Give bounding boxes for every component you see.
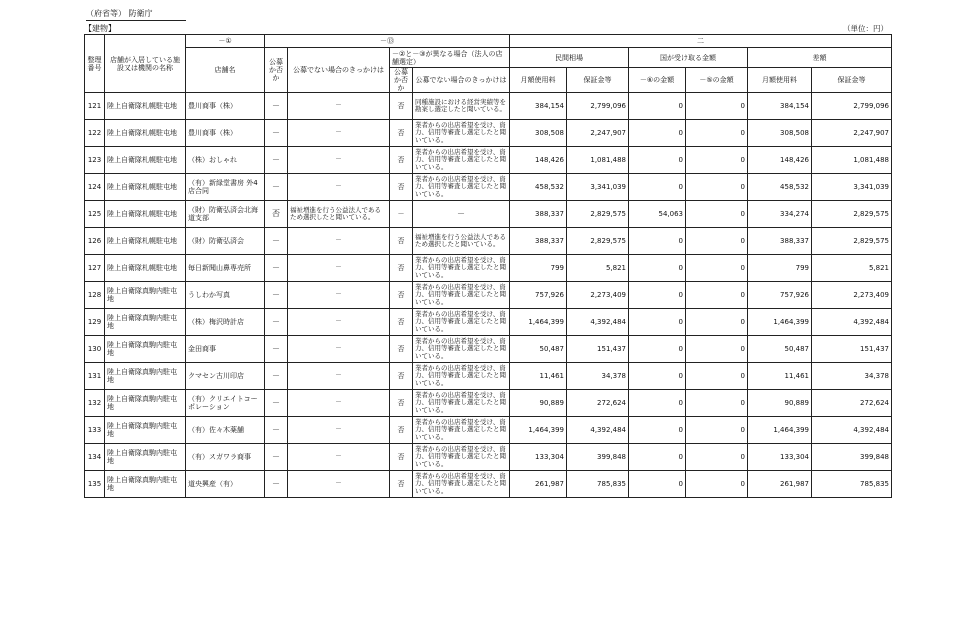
reg-no-cell: 133 — [85, 417, 105, 444]
diff-monthly-cell: 50,487 — [748, 336, 812, 363]
amount-6-cell: 0 — [629, 282, 686, 309]
open-bid-2-cell: 否 — [390, 174, 413, 201]
header-monthly-fee: 月額使用料 — [510, 68, 567, 93]
reg-no-cell: 125 — [85, 201, 105, 228]
facility-cell: 陸上自衛隊真駒内駐屯地 — [105, 309, 186, 336]
open-bid-cell: － — [265, 93, 288, 120]
amount-6-cell: 0 — [629, 309, 686, 336]
amount-6-cell: 0 — [629, 336, 686, 363]
amount-5-cell: 0 — [686, 147, 748, 174]
reg-no-cell: 123 — [85, 147, 105, 174]
facility-cell: 陸上自衛隊札幌駐屯地 — [105, 93, 186, 120]
reg-no-cell: 132 — [85, 390, 105, 417]
non-open-reason-cell: － — [288, 174, 390, 201]
table-body — [85, 93, 892, 498]
deposit-cell: 5,821 — [567, 255, 629, 282]
reg-no-cell: 127 — [85, 255, 105, 282]
diff-deposit-cell: 2,247,907 — [812, 120, 892, 147]
amount-5-cell: 0 — [686, 228, 748, 255]
monthly-fee-cell: 388,337 — [510, 228, 567, 255]
diff-deposit-cell: 1,081,488 — [812, 147, 892, 174]
diff-monthly-cell: 458,532 — [748, 174, 812, 201]
open-bid-cell: － — [265, 147, 288, 174]
open-bid-2-cell: 否 — [390, 471, 413, 498]
non-open-reason-cell: － — [288, 471, 390, 498]
diff-deposit-cell: 399,848 — [812, 444, 892, 471]
header-store: 店舗名 — [186, 48, 265, 93]
unit-label: （単位：円） — [843, 24, 888, 33]
open-bid-2-cell: 否 — [390, 147, 413, 174]
non-open-reason-cell: － — [288, 336, 390, 363]
diff-deposit-cell: 2,799,096 — [812, 93, 892, 120]
amount-5-cell: 0 — [686, 444, 748, 471]
monthly-fee-cell: 261,987 — [510, 471, 567, 498]
monthly-fee-cell: 50,487 — [510, 336, 567, 363]
open-bid-cell: － — [265, 309, 288, 336]
diff-monthly-cell: 11,461 — [748, 363, 812, 390]
non-open-reason-cell: － — [288, 309, 390, 336]
reg-no-cell: 124 — [85, 174, 105, 201]
store-cell: クマセン古川印店 — [186, 363, 265, 390]
table-row — [85, 444, 892, 471]
non-open-reason-cell: － — [288, 147, 390, 174]
amount-5-cell: 0 — [686, 93, 748, 120]
header-sub-group-diff: －②と－③が異なる場合（法人の店舗選定） — [390, 48, 510, 68]
facility-cell: 陸上自衛隊札幌駐屯地 — [105, 255, 186, 282]
open-bid-cell: － — [265, 282, 288, 309]
header-group-one: －① — [186, 35, 265, 48]
header-received-amount: 国が受け取る金額 — [629, 48, 748, 68]
store-cell: 金田商事 — [186, 336, 265, 363]
store-cell: 豊川商事（株） — [186, 120, 265, 147]
open-bid-2-cell: 否 — [390, 363, 413, 390]
diff-monthly-cell: 1,464,399 — [748, 417, 812, 444]
monthly-fee-cell: 799 — [510, 255, 567, 282]
diff-deposit-cell: 2,829,575 — [812, 228, 892, 255]
diff-monthly-cell: 308,508 — [748, 120, 812, 147]
deposit-cell: 2,273,409 — [567, 282, 629, 309]
deposit-cell: 151,437 — [567, 336, 629, 363]
amount-6-cell: 0 — [629, 147, 686, 174]
header-amount-6: －⑥の金額 — [629, 68, 686, 93]
diff-monthly-cell: 799 — [748, 255, 812, 282]
open-bid-2-cell: 否 — [390, 228, 413, 255]
deposit-cell: 2,829,575 — [567, 201, 629, 228]
monthly-fee-cell: 133,304 — [510, 444, 567, 471]
amount-6-cell: 0 — [629, 255, 686, 282]
amount-5-cell: 0 — [686, 174, 748, 201]
diff-monthly-cell: 1,464,399 — [748, 309, 812, 336]
amount-5-cell: 0 — [686, 201, 748, 228]
open-bid-cell: － — [265, 363, 288, 390]
open-bid-cell: － — [265, 174, 288, 201]
header-market-rent: 民間相場 — [510, 48, 629, 68]
header-group-thirteen: －⑬ — [265, 35, 510, 48]
non-open-reason-2-cell: 業者からの出店希望を受け、資力、信用等審査し選定したと聞いている。 — [413, 174, 510, 201]
facility-cell: 陸上自衛隊真駒内駐屯地 — [105, 336, 186, 363]
monthly-fee-cell: 148,426 — [510, 147, 567, 174]
store-cell: （有）クリエイトコーポレーション — [186, 390, 265, 417]
open-bid-cell: － — [265, 336, 288, 363]
facility-cell: 陸上自衛隊真駒内駐屯地 — [105, 444, 186, 471]
monthly-fee-cell: 388,337 — [510, 201, 567, 228]
table-row — [85, 390, 892, 417]
ministry-label: （府省等） 防衛庁 — [86, 9, 186, 21]
amount-6-cell: 0 — [629, 174, 686, 201]
amount-6-cell: 0 — [629, 471, 686, 498]
open-bid-cell: － — [265, 228, 288, 255]
store-cell: 豊川商事（株） — [186, 93, 265, 120]
non-open-reason-2-cell: 業者からの出店希望を受け、資力、信用等審査し選定したと聞いている。 — [413, 255, 510, 282]
deposit-cell: 2,829,575 — [567, 228, 629, 255]
amount-6-cell: 54,063 — [629, 201, 686, 228]
amount-6-cell: 0 — [629, 390, 686, 417]
deposit-cell: 2,799,096 — [567, 93, 629, 120]
non-open-reason-cell: － — [288, 228, 390, 255]
amount-5-cell: 0 — [686, 471, 748, 498]
amount-5-cell: 0 — [686, 390, 748, 417]
non-open-reason-2-cell: 業者からの出店希望を受け、資力、信用等審査し選定したと聞いている。 — [413, 444, 510, 471]
store-cell: 道央興産（有） — [186, 471, 265, 498]
non-open-reason-2-cell: 福祉増進を行う公益法人であるため選択したと聞いている。 — [413, 228, 510, 255]
monthly-fee-cell: 11,461 — [510, 363, 567, 390]
amount-6-cell: 0 — [629, 120, 686, 147]
table-row — [85, 471, 892, 498]
monthly-fee-cell: 458,532 — [510, 174, 567, 201]
open-bid-cell: － — [265, 471, 288, 498]
diff-deposit-cell: 3,341,039 — [812, 174, 892, 201]
store-cell: （財）防衛弘済会北海道支部 — [186, 201, 265, 228]
non-open-reason-2-cell: 業者からの出店希望を受け、資力、信用等審査し選定したと聞いている。 — [413, 471, 510, 498]
table-row — [85, 255, 892, 282]
open-bid-cell: 否 — [265, 201, 288, 228]
deposit-cell: 1,081,488 — [567, 147, 629, 174]
table-row — [85, 174, 892, 201]
diff-monthly-cell: 384,154 — [748, 93, 812, 120]
table-row — [85, 417, 892, 444]
facility-cell: 陸上自衛隊真駒内駐屯地 — [105, 282, 186, 309]
diff-monthly-cell: 388,337 — [748, 228, 812, 255]
store-cell: （有）スガワラ商事 — [186, 444, 265, 471]
table-row — [85, 120, 892, 147]
diff-deposit-cell: 5,821 — [812, 255, 892, 282]
non-open-reason-2-cell: 同種施設における経営実績等を勘案し選定したと聞いている。 — [413, 93, 510, 120]
header-difference: 差額 — [748, 48, 892, 68]
store-cell: （株）梅沢時計店 — [186, 309, 265, 336]
store-cell: （有）新緑堂書房 外4店合同 — [186, 174, 265, 201]
header-diff-monthly: 月額使用料 — [748, 68, 812, 93]
deposit-cell: 2,247,907 — [567, 120, 629, 147]
open-bid-cell: － — [265, 120, 288, 147]
table-row — [85, 282, 892, 309]
header-reg-no: 整理番号 — [85, 35, 105, 93]
monthly-fee-cell: 1,464,399 — [510, 309, 567, 336]
monthly-fee-cell: 757,926 — [510, 282, 567, 309]
diff-monthly-cell: 90,889 — [748, 390, 812, 417]
diff-monthly-cell: 148,426 — [748, 147, 812, 174]
non-open-reason-2-cell: 業者からの出店希望を受け、資力、信用等審査し選定したと聞いている。 — [413, 309, 510, 336]
amount-5-cell: 0 — [686, 336, 748, 363]
table-row — [85, 309, 892, 336]
facility-cell: 陸上自衛隊真駒内駐屯地 — [105, 417, 186, 444]
non-open-reason-cell: － — [288, 444, 390, 471]
diff-deposit-cell: 4,392,484 — [812, 309, 892, 336]
table-row — [85, 228, 892, 255]
open-bid-cell: － — [265, 444, 288, 471]
reg-no-cell: 128 — [85, 282, 105, 309]
facility-cell: 陸上自衛隊札幌駐屯地 — [105, 201, 186, 228]
table-row — [85, 93, 892, 120]
reg-no-cell: 129 — [85, 309, 105, 336]
reg-no-cell: 135 — [85, 471, 105, 498]
header-group-two: 二 — [510, 35, 892, 48]
reg-no-cell: 130 — [85, 336, 105, 363]
facility-cell: 陸上自衛隊札幌駐屯地 — [105, 147, 186, 174]
diff-monthly-cell: 334,274 — [748, 201, 812, 228]
open-bid-2-cell: 否 — [390, 93, 413, 120]
non-open-reason-cell: － — [288, 417, 390, 444]
non-open-reason-2-cell: 業者からの出店希望を受け、資力、信用等審査し選定したと聞いている。 — [413, 363, 510, 390]
facility-cell: 陸上自衛隊札幌駐屯地 — [105, 120, 186, 147]
non-open-reason-2-cell: 業者からの出店希望を受け、資力、信用等審査し選定したと聞いている。 — [413, 282, 510, 309]
non-open-reason-2-cell: 業者からの出店希望を受け、資力、信用等審査し選定したと聞いている。 — [413, 417, 510, 444]
open-bid-2-cell: 否 — [390, 417, 413, 444]
monthly-fee-cell: 308,508 — [510, 120, 567, 147]
amount-6-cell: 0 — [629, 417, 686, 444]
amount-5-cell: 0 — [686, 120, 748, 147]
facility-cell: 陸上自衛隊札幌駐屯地 — [105, 174, 186, 201]
deposit-cell: 34,378 — [567, 363, 629, 390]
header-diff-deposit: 保証金等 — [812, 68, 892, 93]
open-bid-2-cell: 否 — [390, 444, 413, 471]
non-open-reason-cell: － — [288, 255, 390, 282]
diff-deposit-cell: 2,273,409 — [812, 282, 892, 309]
open-bid-2-cell: 否 — [390, 336, 413, 363]
amount-5-cell: 0 — [686, 363, 748, 390]
amount-6-cell: 0 — [629, 444, 686, 471]
header-facility: 店舗が入居している施設又は機関の名称 — [105, 35, 186, 93]
non-open-reason-cell: 福祉増進を行う公益法人であるため選択したと聞いている。 — [288, 201, 390, 228]
diff-monthly-cell: 133,304 — [748, 444, 812, 471]
diff-deposit-cell: 34,378 — [812, 363, 892, 390]
open-bid-2-cell: 否 — [390, 309, 413, 336]
table-row — [85, 336, 892, 363]
table-row — [85, 201, 892, 228]
open-bid-2-cell: － — [390, 201, 413, 228]
open-bid-2-cell: 否 — [390, 120, 413, 147]
deposit-cell: 3,341,039 — [567, 174, 629, 201]
non-open-reason-cell: － — [288, 93, 390, 120]
reg-no-cell: 134 — [85, 444, 105, 471]
rent-table — [84, 34, 892, 498]
monthly-fee-cell: 1,464,399 — [510, 417, 567, 444]
open-bid-cell: － — [265, 390, 288, 417]
non-open-reason-2-cell: 業者からの出店希望を受け、資力、信用等審査し選定したと聞いている。 — [413, 336, 510, 363]
amount-6-cell: 0 — [629, 93, 686, 120]
store-cell: （有）佐々木薬舗 — [186, 417, 265, 444]
non-open-reason-cell: － — [288, 282, 390, 309]
open-bid-cell: － — [265, 417, 288, 444]
non-open-reason-cell: － — [288, 120, 390, 147]
facility-cell: 陸上自衛隊真駒内駐屯地 — [105, 390, 186, 417]
store-cell: （株）おしゃれ — [186, 147, 265, 174]
deposit-cell: 785,835 — [567, 471, 629, 498]
table-row — [85, 147, 892, 174]
monthly-fee-cell: 384,154 — [510, 93, 567, 120]
deposit-cell: 4,392,484 — [567, 309, 629, 336]
store-cell: うしわか写真 — [186, 282, 265, 309]
open-bid-cell: － — [265, 255, 288, 282]
facility-cell: 陸上自衛隊真駒内駐屯地 — [105, 471, 186, 498]
diff-deposit-cell: 4,392,484 — [812, 417, 892, 444]
non-open-reason-2-cell: 業者からの出店希望を受け、資力、信用等審査し選定したと聞いている。 — [413, 120, 510, 147]
diff-deposit-cell: 272,624 — [812, 390, 892, 417]
amount-5-cell: 0 — [686, 255, 748, 282]
non-open-reason-2-cell: － — [413, 201, 510, 228]
amount-5-cell: 0 — [686, 417, 748, 444]
reg-no-cell: 121 — [85, 93, 105, 120]
amount-5-cell: 0 — [686, 282, 748, 309]
header-open-bid: 公募か否か — [265, 48, 288, 93]
store-cell: 毎日新聞山鼻専売所 — [186, 255, 265, 282]
amount-5-cell: 0 — [686, 309, 748, 336]
header-non-open-reason: 公募でない場合のきっかけは — [288, 48, 390, 93]
reg-no-cell: 122 — [85, 120, 105, 147]
diff-monthly-cell: 757,926 — [748, 282, 812, 309]
diff-deposit-cell: 2,829,575 — [812, 201, 892, 228]
deposit-cell: 272,624 — [567, 390, 629, 417]
monthly-fee-cell: 90,889 — [510, 390, 567, 417]
store-cell: （財）防衛弘済会 — [186, 228, 265, 255]
diff-deposit-cell: 151,437 — [812, 336, 892, 363]
open-bid-2-cell: 否 — [390, 390, 413, 417]
header-deposit: 保証金等 — [567, 68, 629, 93]
non-open-reason-2-cell: 業者からの出店希望を受け、資力、信用等審査し選定したと聞いている。 — [413, 390, 510, 417]
diff-deposit-cell: 785,835 — [812, 471, 892, 498]
header-amount-5: －⑤の金額 — [686, 68, 748, 93]
category-label: 【建物】 — [84, 24, 116, 33]
amount-6-cell: 0 — [629, 228, 686, 255]
header-open-bid-2: 公募か否か — [390, 68, 413, 93]
non-open-reason-2-cell: 業者からの出店希望を受け、資力、信用等審査し選定したと聞いている。 — [413, 147, 510, 174]
header-non-open-reason-2: 公募でない場合のきっかけは — [413, 68, 510, 93]
table-row — [85, 363, 892, 390]
open-bid-2-cell: 否 — [390, 282, 413, 309]
facility-cell: 陸上自衛隊真駒内駐屯地 — [105, 363, 186, 390]
open-bid-2-cell: 否 — [390, 255, 413, 282]
facility-cell: 陸上自衛隊札幌駐屯地 — [105, 228, 186, 255]
deposit-cell: 399,848 — [567, 444, 629, 471]
reg-no-cell: 126 — [85, 228, 105, 255]
non-open-reason-cell: － — [288, 390, 390, 417]
deposit-cell: 4,392,484 — [567, 417, 629, 444]
diff-monthly-cell: 261,987 — [748, 471, 812, 498]
non-open-reason-cell: － — [288, 363, 390, 390]
amount-6-cell: 0 — [629, 363, 686, 390]
reg-no-cell: 131 — [85, 363, 105, 390]
